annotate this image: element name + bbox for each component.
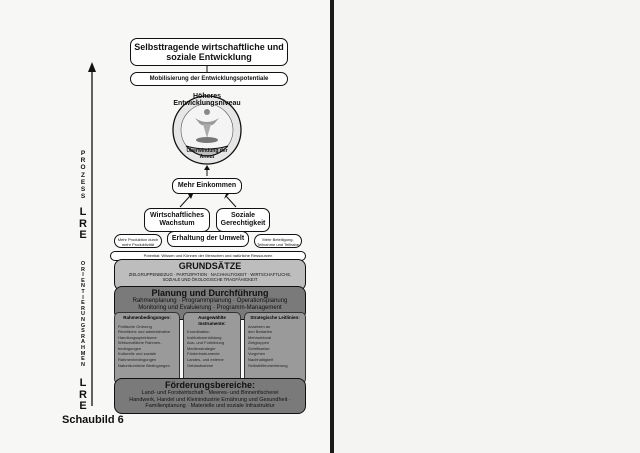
more-income-box: Mehr Einkommen <box>172 178 242 194</box>
principles-text: ZIELGRUPPENBEZUG · PARTIZIPATION · NACHHALTIGKEIT · WIRTSCHAFTLICHE, SOZIALE UND ÖKOLOGISCHE TRAGFÄHIGKEIT <box>128 272 292 282</box>
list-item: Zielgruppen <box>248 340 270 346</box>
right-page <box>334 0 640 453</box>
list-item: Nachhaltigkeit <box>248 357 274 363</box>
higher-level-label: Höheres Entwicklungsniveau <box>173 93 241 107</box>
list-item: Wirtschaftliche Rahmen- <box>118 340 162 346</box>
promotion-box <box>114 378 306 414</box>
list-item: Förderinstrumente <box>187 351 220 357</box>
guidelines-column: Strategische Leitlinien: Ansetzen an den Bedarfen Mehrsektoral Zielgruppen Schrittweise Vorgehen Nachhaltigkeit Selbsthilfeorientierung <box>244 312 306 384</box>
planning-line2: Monitoring und Evaluierung · Programm-Management <box>138 305 282 311</box>
list-item: Mehrsektoral <box>248 334 272 340</box>
note-right: Mehr Beteiligung, Teilnahme und Teilhabe <box>254 234 302 248</box>
promotion-line1: Land- und Forstwirtschaft · Meeres- und Binnenfischerei <box>141 390 279 396</box>
list-item: bedingungen <box>118 345 142 351</box>
promotion-line2: Handwerk, Handel und Kleinindustrie Ernährung und Gesundheit · Familienplanung · Materielle und soziale Infrastruktur <box>129 396 291 409</box>
note-left: Mehr Produktion durch mehr Produktivität <box>114 234 162 248</box>
planning-line1: Rahmenplanung · Programmplanung · Operationsplanung <box>132 298 288 304</box>
list-item: Landes- und externe <box>187 356 224 362</box>
list-item: Politische Ordnung <box>118 323 152 329</box>
process-axis-label: P R O Z E S S <box>80 150 86 201</box>
social-justice-box: Soziale Gerechtigkeit <box>216 208 270 232</box>
list-item: Medienstrategie <box>187 345 216 351</box>
process-lre-label: L R E <box>79 206 87 241</box>
instruments-column: Ausgewählte Instrumente: Koordination Institutionenbildung Aus- und Fortbildung Medienstrategie Förderinstrumente Landes- und externe Geldaufnahme <box>183 312 241 384</box>
list-item: Institutionenbildung <box>187 334 222 340</box>
conditions-column: Rahmenbedingungen: Politische Ordnung Rechtliche und administrative Handlungsspielräume Wirtschaftliche Rahmen- bedingungen Kulturelle und soziale Rahmenbedingungen Naturräumliche Bedingungen <box>114 312 180 384</box>
planning-title: Planung und Durchführung <box>151 288 269 298</box>
growth-box: Wirtschaftliches Wachstum <box>144 208 210 232</box>
orientation-lre-label: L R E <box>79 377 87 412</box>
instruments-list <box>187 329 237 368</box>
environment-box: Erhaltung der Umwelt <box>167 231 249 247</box>
list-item: Selbsthilfeorientierung <box>248 362 288 368</box>
list-item: Handlungsspielräume <box>118 334 157 340</box>
list-item: Koordination <box>187 329 210 334</box>
list-item: Schrittweise <box>248 345 270 351</box>
list-item: Kulturelle und soziale <box>118 351 157 357</box>
list-item: Ansetzen an <box>248 323 271 329</box>
list-item: den Bedarfen <box>248 329 273 335</box>
list-item: Vorgehen <box>248 351 266 357</box>
conditions-list <box>118 324 176 369</box>
guidelines-list <box>248 324 302 369</box>
orientation-axis-label: O R I E N T I E R U N G S R A H M E N <box>80 261 86 368</box>
list-item: Rechtliche und administrative <box>118 329 171 335</box>
list-item: Rahmenbedingungen <box>118 357 157 363</box>
list-item: Geldaufnahme <box>187 362 214 368</box>
overcome-poverty-label: Überwindung der Armut <box>186 148 228 160</box>
list-item: Aus- und Fortbildung <box>187 340 225 346</box>
potential-bar: Potential: Wissen und Können der Menschen und natürliche Ressourcen <box>110 251 306 261</box>
promotion-title: Förderungsbereiche: <box>164 380 256 390</box>
principles-title: GRUNDSÄTZE <box>178 261 242 271</box>
mobilization-box: Mobilisierung der Entwicklungspotentiale <box>130 72 288 86</box>
list-item: Naturräumliche Bedingungen <box>118 362 170 368</box>
figure-caption: Schaubild 6 <box>62 414 124 426</box>
goal-box: Selbsttragende wirtschaftliche und soziale Entwicklung <box>130 38 288 66</box>
